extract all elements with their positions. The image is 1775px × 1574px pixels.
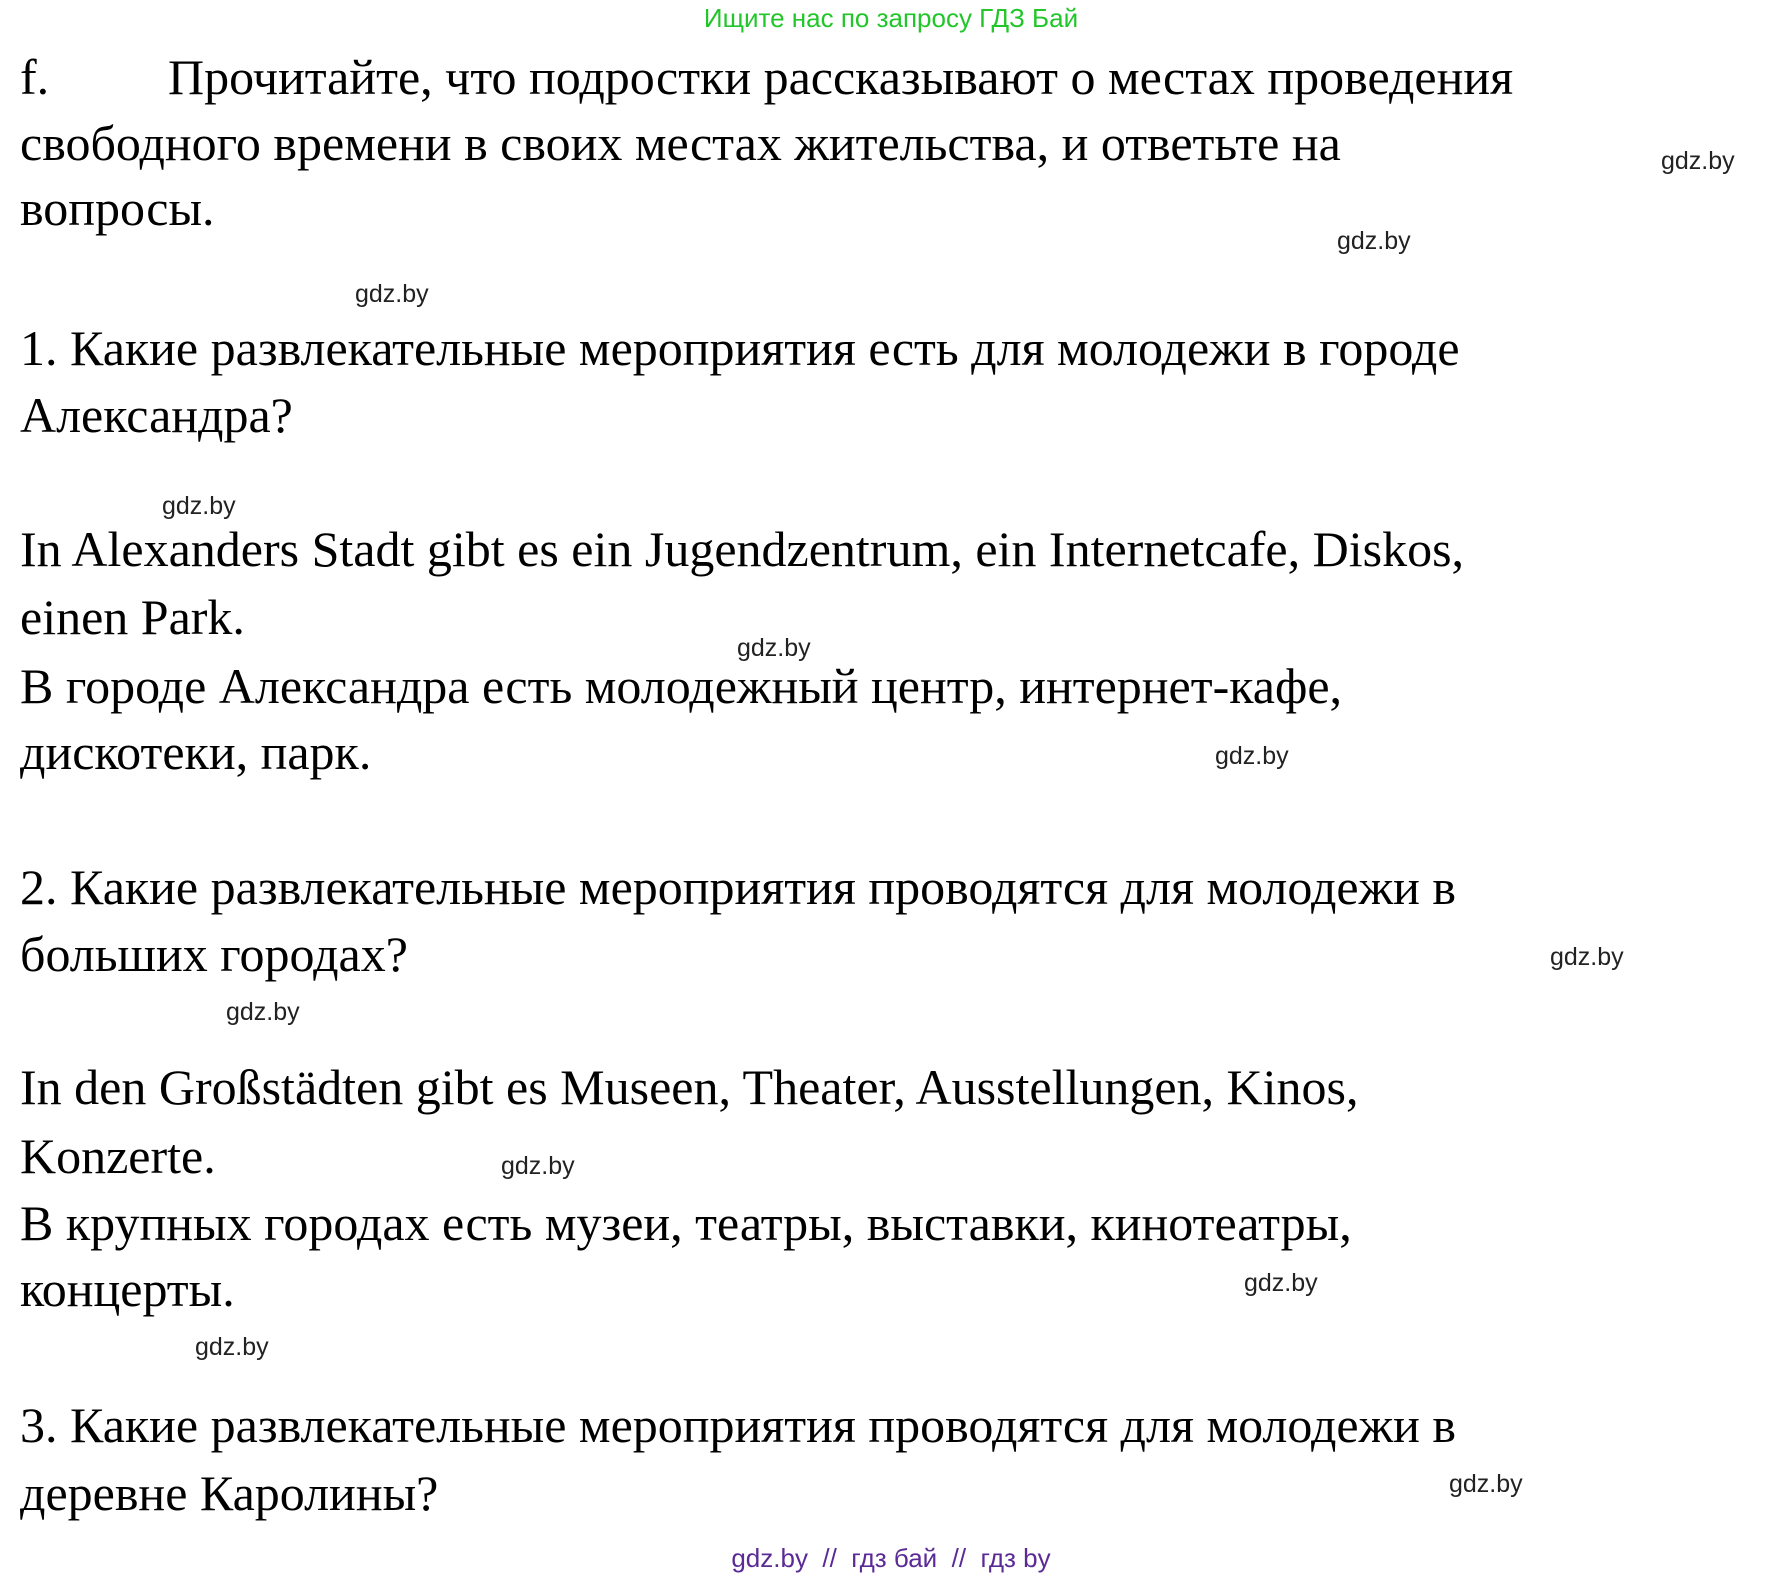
task-letter: f. (20, 49, 50, 105)
question-1: Александра? (20, 387, 293, 443)
watermark: gdz.by (195, 1333, 269, 1361)
question-3: деревне Каролины? (20, 1465, 439, 1521)
answer-2-ru: концерты. (20, 1261, 235, 1317)
question-2: 2. Какие развлекательные мероприятия проводятся для молодежи в (20, 859, 1456, 915)
watermark: gdz.by (226, 998, 300, 1026)
answer-2-de: In den Großstädten gibt es Museen, Theater, Ausstellungen, Kinos, (20, 1059, 1359, 1115)
watermark: gdz.by (737, 634, 811, 662)
question-3: 3. Какие развлекательные мероприятия проводятся для молодежи в (20, 1397, 1456, 1453)
watermark: gdz.by (1244, 1269, 1318, 1297)
question-2: больших городах? (20, 926, 408, 982)
answer-2-ru: В крупных городах есть музеи, театры, выставки, кинотеатры, (20, 1195, 1352, 1251)
answer-1-ru: дискотеки, парк. (20, 724, 372, 780)
answer-1-ru: В городе Александра есть молодежный центр, интернет-кафе, (20, 658, 1343, 714)
task-text: Прочитайте, что подростки рассказывают о местах проведения (168, 49, 1514, 105)
search-banner: Ищите нас по запросу ГДЗ Бай (703, 3, 1079, 33)
watermark: gdz.by (1337, 227, 1411, 255)
watermark: gdz.by (1215, 742, 1289, 770)
watermark: gdz.by (1661, 147, 1735, 175)
footer-links[interactable]: gdz.by // гдз бай // гдз by (731, 1543, 1051, 1573)
watermark: gdz.by (1449, 1470, 1523, 1498)
task-text: вопросы. (20, 180, 215, 236)
task-text: свободного времени в своих местах жительства, и ответьте на (20, 115, 1341, 171)
answer-2-de: Konzerte. (20, 1128, 216, 1184)
watermark: gdz.by (355, 280, 429, 308)
answer-1-de: In Alexanders Stadt gibt es ein Jugendzentrum, ein Internetcafe, Diskos, (20, 521, 1465, 577)
question-1: 1. Какие развлекательные мероприятия есть для молодежи в городе (20, 320, 1460, 376)
watermark: gdz.by (501, 1152, 575, 1180)
watermark: gdz.by (162, 492, 236, 520)
watermark: gdz.by (1550, 943, 1624, 971)
answer-1-de: einen Park. (20, 589, 245, 645)
